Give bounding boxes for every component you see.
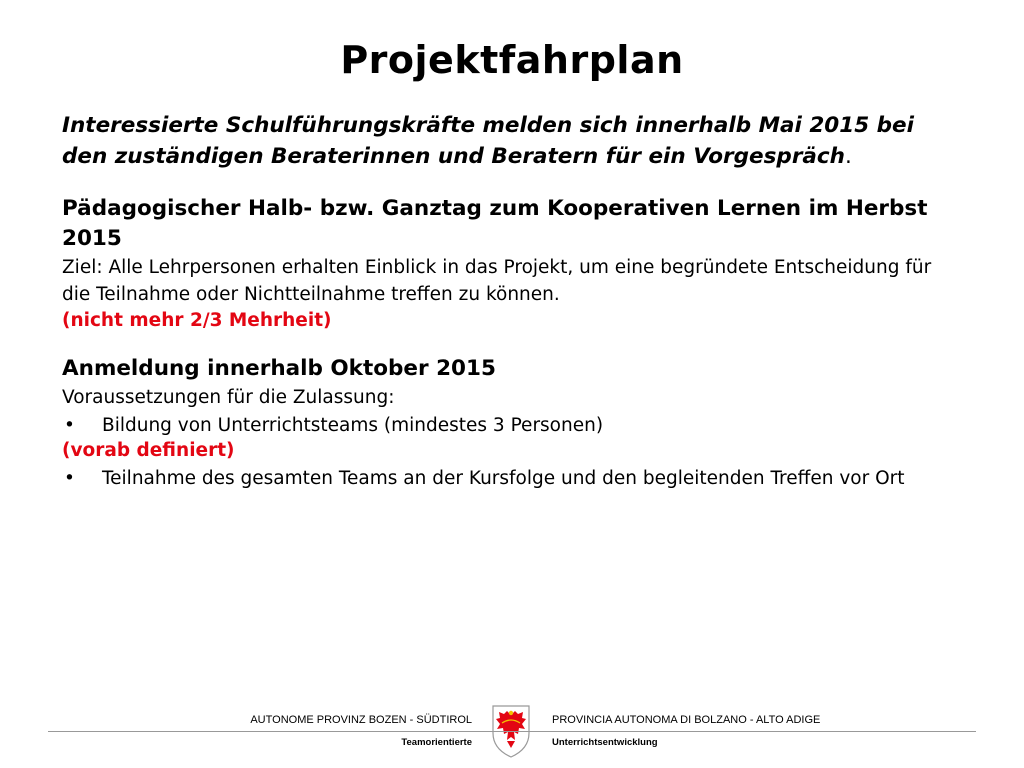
section1-heading: Pädagogischer Halb- bzw. Ganztag zum Kooperativen Lernen im Herbst 2015 [62,196,928,251]
bullet-mark: • [64,415,75,436]
intro-text: Interessierte Schulführungskräfte melden sich innerhalb Mai 2015 bei den zuständigen Beraterinnen und Beratern für ein Vorgespräch [62,113,915,169]
footer-left-label: AUTONOME PROVINZ BOZEN - SÜDTIROL [250,714,472,726]
intro-paragraph [62,110,962,172]
list-item [62,415,962,436]
footer-left-sublabel: Teamorientierte [401,737,472,748]
section1-note: (nicht mehr 2/3 Mehrheit) [62,310,332,331]
list-item [62,468,962,489]
intro-end: . [844,144,852,169]
footer-right-sublabel: Unterrichtsentwicklung [552,737,658,748]
page-title: Projektfahrplan [340,38,684,82]
section2-note: (vorab definiert) [62,440,235,461]
footer-right-label: PROVINCIA AUTONOMA DI BOLZANO - ALTO ADIGE [552,714,821,726]
section2-heading: Anmeldung innerhalb Oktober 2015 [62,356,496,381]
section1-body: Ziel: Alle Lehrpersonen erhalten Einblick in das Projekt, um eine begründete Entscheidung für die Teilnahme oder Nichtteilnahme treffen zu können. [62,257,932,305]
slide-content [62,110,962,491]
section2-body: Voraussetzungen für die Zulassung: [62,387,395,408]
bullet-mark: • [64,468,75,489]
bullet-text: Bildung von Unterrichtsteams (mindestes 3 Personen) [102,415,604,436]
footer-divider [48,731,976,732]
bullet-text: Teilnahme des gesamten Teams an der Kursfolge und den begleitenden Treffen vor Ort [102,468,905,489]
